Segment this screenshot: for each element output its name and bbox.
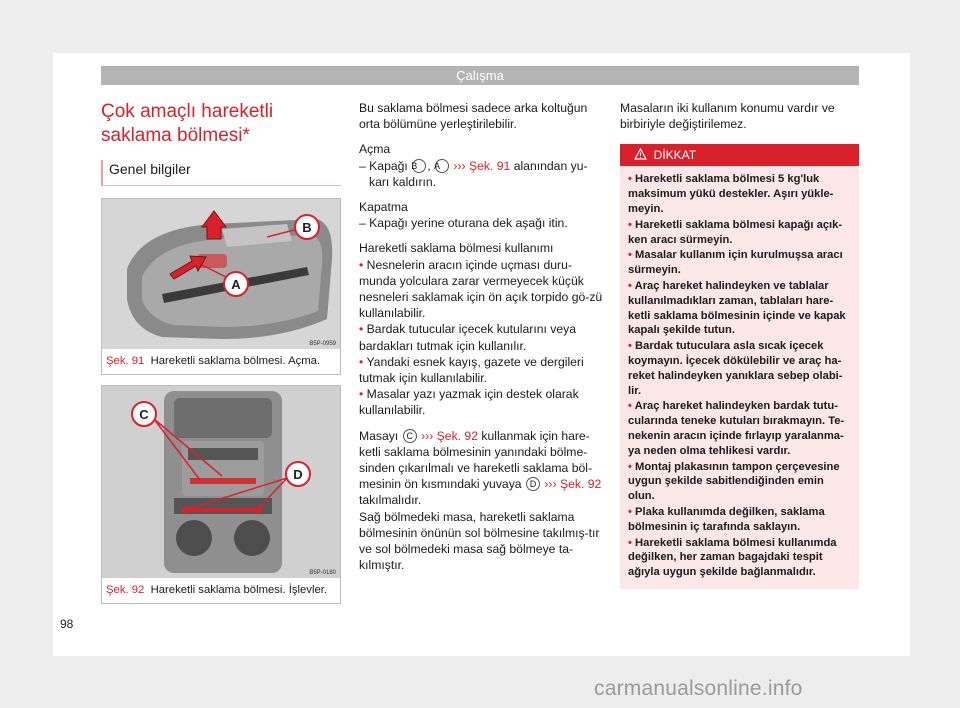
warning-item: • Masalar kullanım için kurulmuşsa aracı sürmeyin. [628,249,843,277]
warning-item: • Montaj plakasının tampon çerçevesine uygun şekilde sabitlendiğinden emin olun. [628,460,840,503]
figure-92-code: B5P-0180 [309,570,336,576]
masa-paragraph: Masayı C ››› Şek. 92 kullanmak için hare-ketli saklama bölmesinin yanındaki bölme-sinden çıkarılmalı ve hareketli saklama böl-mesinin ön kısmındaki yuvaya D ››› Şek. 92 takılmalıdır. [359,428,602,508]
figure-92-caption [102,578,340,603]
callout-d-label: D [293,467,303,482]
warning-body [620,166,859,589]
warning-header [620,144,859,166]
section-title [101,100,341,148]
callout-c-label: C [139,407,149,422]
usage-bullet: • Nesnelerin aracın içinde uçması duru-munda yolculara zarar vermeyecek küçük nesneleri saklamak için ön açık torpido gö-zü kullanılabilir. [359,257,603,321]
warning-item: • Araç hareket halindeyken ve tablalar kullanılmadıkları zaman, tablaları hare-ketli saklama bölmesinin içinde ve kapak kapalı şekilde tutun. [628,279,846,337]
subsection-heading: Genel bilgiler [101,160,341,186]
kapatma-heading: Kapatma [359,200,408,215]
figure-92-image [102,386,340,578]
column-middle [359,100,604,573]
chapter-header: Çalışma [101,66,859,85]
warning-item: • Hareketli saklama bölmesi kapağı açık-ken aracı sürmeyin. [628,218,843,246]
watermark-text: carmanualsonline.info [594,677,803,700]
usage-heading: Hareketli saklama bölmesi kullanımı [359,241,554,256]
warning-item: • Araç hareket halindeyken bardak tutu-cularında teneke kutuları bırakmayın. Te-nekenin aracın içinde fırlayıp yaralanma-ya neden olma tehlikesi vardır. [628,400,845,457]
figure-91-code: B5P-0959 [309,341,336,347]
column-right [620,100,859,589]
marker-d: D [526,477,540,491]
warning-item: • Plaka kullanımda değilken, saklama bölmesinin iç tarafında saklayın. [628,505,825,533]
page-number: 98 [60,617,74,631]
marker-c: C [403,429,417,443]
warning-item: • Bardak tutuculara asla sıcak içecek koymayın. İçecek dökülebilir ve araç ha-reket halindeyken yanıklara sebep olabi-lir. [628,340,843,397]
figure-91-caption [102,349,340,374]
figure-91-caption-text: Hareketli saklama bölmesi. Açma. [150,355,321,367]
callout-b-label: B [302,220,312,235]
figure-92-number: Şek. 92 [106,584,145,596]
warning-title: DİKKAT [653,148,697,163]
ref-fig-92-second[interactable]: Şek. 92 [559,477,602,492]
marker-a: A [435,159,449,173]
warning-triangle-icon [634,148,647,160]
figure-91-image [102,199,340,349]
warning-box [620,144,859,589]
intro-text: Bu saklama bölmesi sadece arka koltuğun orta bölümüne yerleştirilebilir. [359,101,588,132]
usage-bullet: • Yandaki esnek kayış, gazete ve dergileri tutmak için kullanılabilir. [359,354,584,386]
figure-92-caption-text: Hareketli saklama bölmesi. İşlevler. [150,584,328,596]
column-left [101,100,341,604]
kapatma-step: – Kapağı yerine oturana dek aşağı itin. [359,216,568,231]
title-line-2: saklama bölmesi* [101,125,250,146]
title-line-1: Çok amaçlı hareketli [101,101,274,122]
acma-heading: Açma [359,142,391,157]
armrest-opening-illustration [102,199,340,349]
usage-bullet: • Bardak tutucular içecek kutularını veya bardakları tutmak için kullanılır. [359,322,576,353]
warning-item: • Hareketli saklama bölmesi 5 kg'luk maksimum yükü destekler. Aşırı yükle-meyin. [628,173,834,215]
figure-91 [101,198,341,375]
ref-fig-92[interactable]: Şek. 92 [436,428,478,443]
acma-step: – Kapağı B , A ››› Şek. 91 alanından yu-karı kaldırın. [359,158,588,189]
armrest-functions-illustration [102,386,340,578]
figure-91-number: Şek. 91 [106,355,145,367]
ref-fig-91[interactable]: Şek. 91 [468,158,511,173]
usage-bullet: • Masalar yazı yazmak için destek olarak kullanılabilir. [359,387,579,418]
marker-b: B [412,159,426,173]
callout-a-label: A [231,277,241,292]
warning-item: • Hareketli saklama bölmesi kullanımda değilken, her zaman bagajdaki tespit ağıyla uygun şekilde bağlanmalıdır. [628,536,837,579]
last-paragraph: Sağ bölmedeki masa, hareketli saklama bölmesinin önünün sol bölmesine takılmış-tır ve sol bölmedeki masa sağ bölmeye ta-kılmıştır. [359,509,600,573]
figure-92 [101,385,341,604]
tables-intro: Masaların iki kullanım konumu vardır ve birbiriyle değiştirilemez. [620,101,835,132]
